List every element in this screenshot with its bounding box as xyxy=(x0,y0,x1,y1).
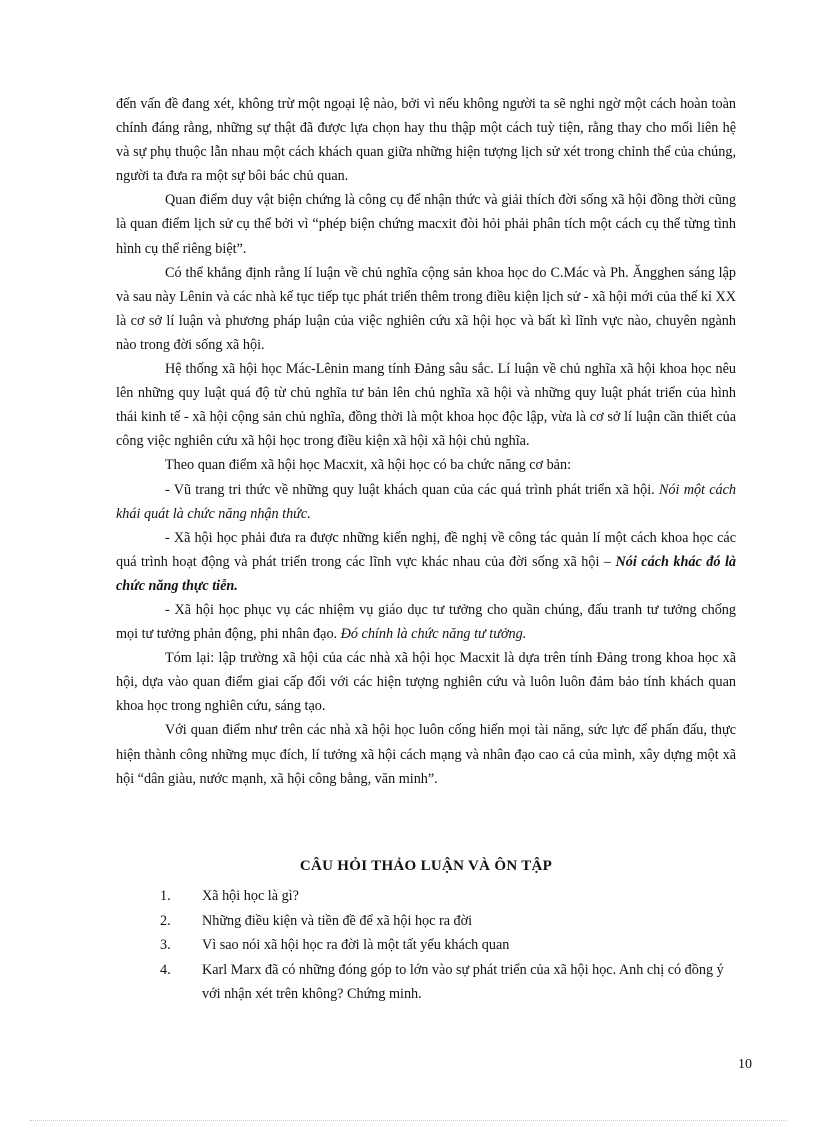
question-number: 2. xyxy=(160,912,171,929)
list-item xyxy=(160,958,740,1007)
list-item xyxy=(160,909,740,934)
function-item-practical xyxy=(116,526,736,598)
question-number: 4. xyxy=(160,961,171,978)
paragraph-scientific-communism: Có thể khẳng định rằng lí luận về chủ nghĩa cộng sản khoa học do C.Mác và Ph. Ăngghen sáng lập và sau này Lênin và các nhà kế tục tiếp tục phát triển thêm trong điều kiện lịch sử - xã hội mới của thế kỉ XX là cơ sở lí luận và phương pháp luận của việc nghiên cứu xã hội học và bất kì lĩnh vực nào, chuyên ngành nào trong đời sống xã hội. xyxy=(116,264,736,353)
body-text xyxy=(116,92,736,791)
page-divider xyxy=(30,1120,786,1121)
function-item-ideological xyxy=(116,598,736,646)
question-text: Những điều kiện và tiền đề để xã hội học ra đời xyxy=(202,912,473,929)
question-list xyxy=(160,884,740,1007)
function-emphasis: Đó chính là chức năng tư tưởng. xyxy=(340,626,527,643)
function-item-cognitive xyxy=(116,478,736,526)
question-text: Vì sao nói xã hội học ra đời là một tất yếu khách quan xyxy=(202,937,510,954)
paragraph-conclusion: Với quan điểm như trên các nhà xã hội học luôn cống hiến mọi tài năng, sức lực để phấn đấu, thực hiện thành công những mục đích, lí tưởng xã hội cách mạng và nhân đạo cao cả của mình, xây dựng một xã hội “dân giàu, nước mạnh, xã hội công bằng, văn minh”. xyxy=(116,722,736,787)
function-emphasis: Nói một cách khái quát là chức năng nhận thức. xyxy=(116,481,737,522)
function-text: - Xã hội học phải đưa ra được những kiến nghị, đề nghị về công tác quản lí một cách khoa học các quá trình hoạt động và phát triển trong các lĩnh vực khác nhau của đời sống xã hội – xyxy=(116,529,736,570)
list-item xyxy=(160,884,740,909)
section-heading: CÂU HỎI THẢO LUẬN VÀ ÔN TẬP xyxy=(299,858,553,874)
paragraph-continuation: đến vấn đề đang xét, không trừ một ngoại lệ nào, bởi vì nếu không người ta sẽ nghi ngờ một cách hoàn toàn chính đáng rằng, những sự thật đã được lựa chọn hay thu thập một cách tuỳ tiện, rằng thay cho mối liên hệ và sự phụ thuộc lẫn nhau một cách khách quan giữa những hiện tượng lịch sử xét trong chỉnh thể của chúng, người ta đưa ra một sự bôi bác chủ quan. xyxy=(116,96,736,185)
function-emphasis: Nói cách khác đó là chức năng thực tiễn. xyxy=(116,553,736,594)
paragraph-marxist-system: Hệ thống xã hội học Mác-Lênin mang tính Đảng sâu sắc. Lí luận về chủ nghĩa xã hội khoa học nêu lên những quy luật quá độ từ chủ nghĩa tư bản lên chủ nghĩa xã hội và những quy luật phát triển của hình thái kinh tế - xã hội cộng sản chủ nghĩa, đồng thời là một khoa học độc lập, vừa là cơ sở lí luận cần thiết của công việc nghiên cứu xã hội học trong điều kiện xã hội xã hội chủ nghĩa. xyxy=(116,361,736,450)
paragraph-summary: Tóm lại: lập trường xã hội của các nhà xã hội học Macxit là dựa trên tính Đảng trong khoa học xã hội, dựa vào quan điểm giai cấp đối với các hiện tượng nghiên cứu và luôn luôn đảm bảo tính khách quan khoa học trong nghiên cứu, sáng tạo. xyxy=(116,650,736,715)
function-text: - Vũ trang tri thức về những quy luật khách quan của các quá trình phát triển xã hội. xyxy=(165,481,659,498)
question-text: Karl Marx đã có những đóng góp to lớn vào sự phát triển của xã hội học. Anh chị có đồng ý với nhận xét trên không? Chứng minh. xyxy=(202,961,724,1003)
list-item xyxy=(160,933,740,958)
question-number: 1. xyxy=(160,888,171,904)
function-text: - Xã hội học phục vụ các nhiệm vụ giáo dục tư tưởng cho quần chúng, đấu tranh tư tưởng chống mọi tư tưởng phản động, phi nhân đạo. xyxy=(116,601,736,643)
paragraph-three-functions: Theo quan điểm xã hội học Macxit, xã hội học có ba chức năng cơ bản: xyxy=(165,457,572,474)
page-number: 10 xyxy=(738,1057,752,1072)
question-text: Xã hội học là gì? xyxy=(202,888,299,904)
paragraph-dialectical-view: Quan điểm duy vật biện chứng là công cụ để nhận thức và giải thích đời sống xã hội đồng thời cũng là quan điểm lịch sử cụ thể bởi vì “phép biện chứng macxit đòi hỏi phải phân tích một cách cụ thể từng tình hình cụ thể riêng biệt”. xyxy=(116,192,736,257)
question-number: 3. xyxy=(160,937,171,954)
